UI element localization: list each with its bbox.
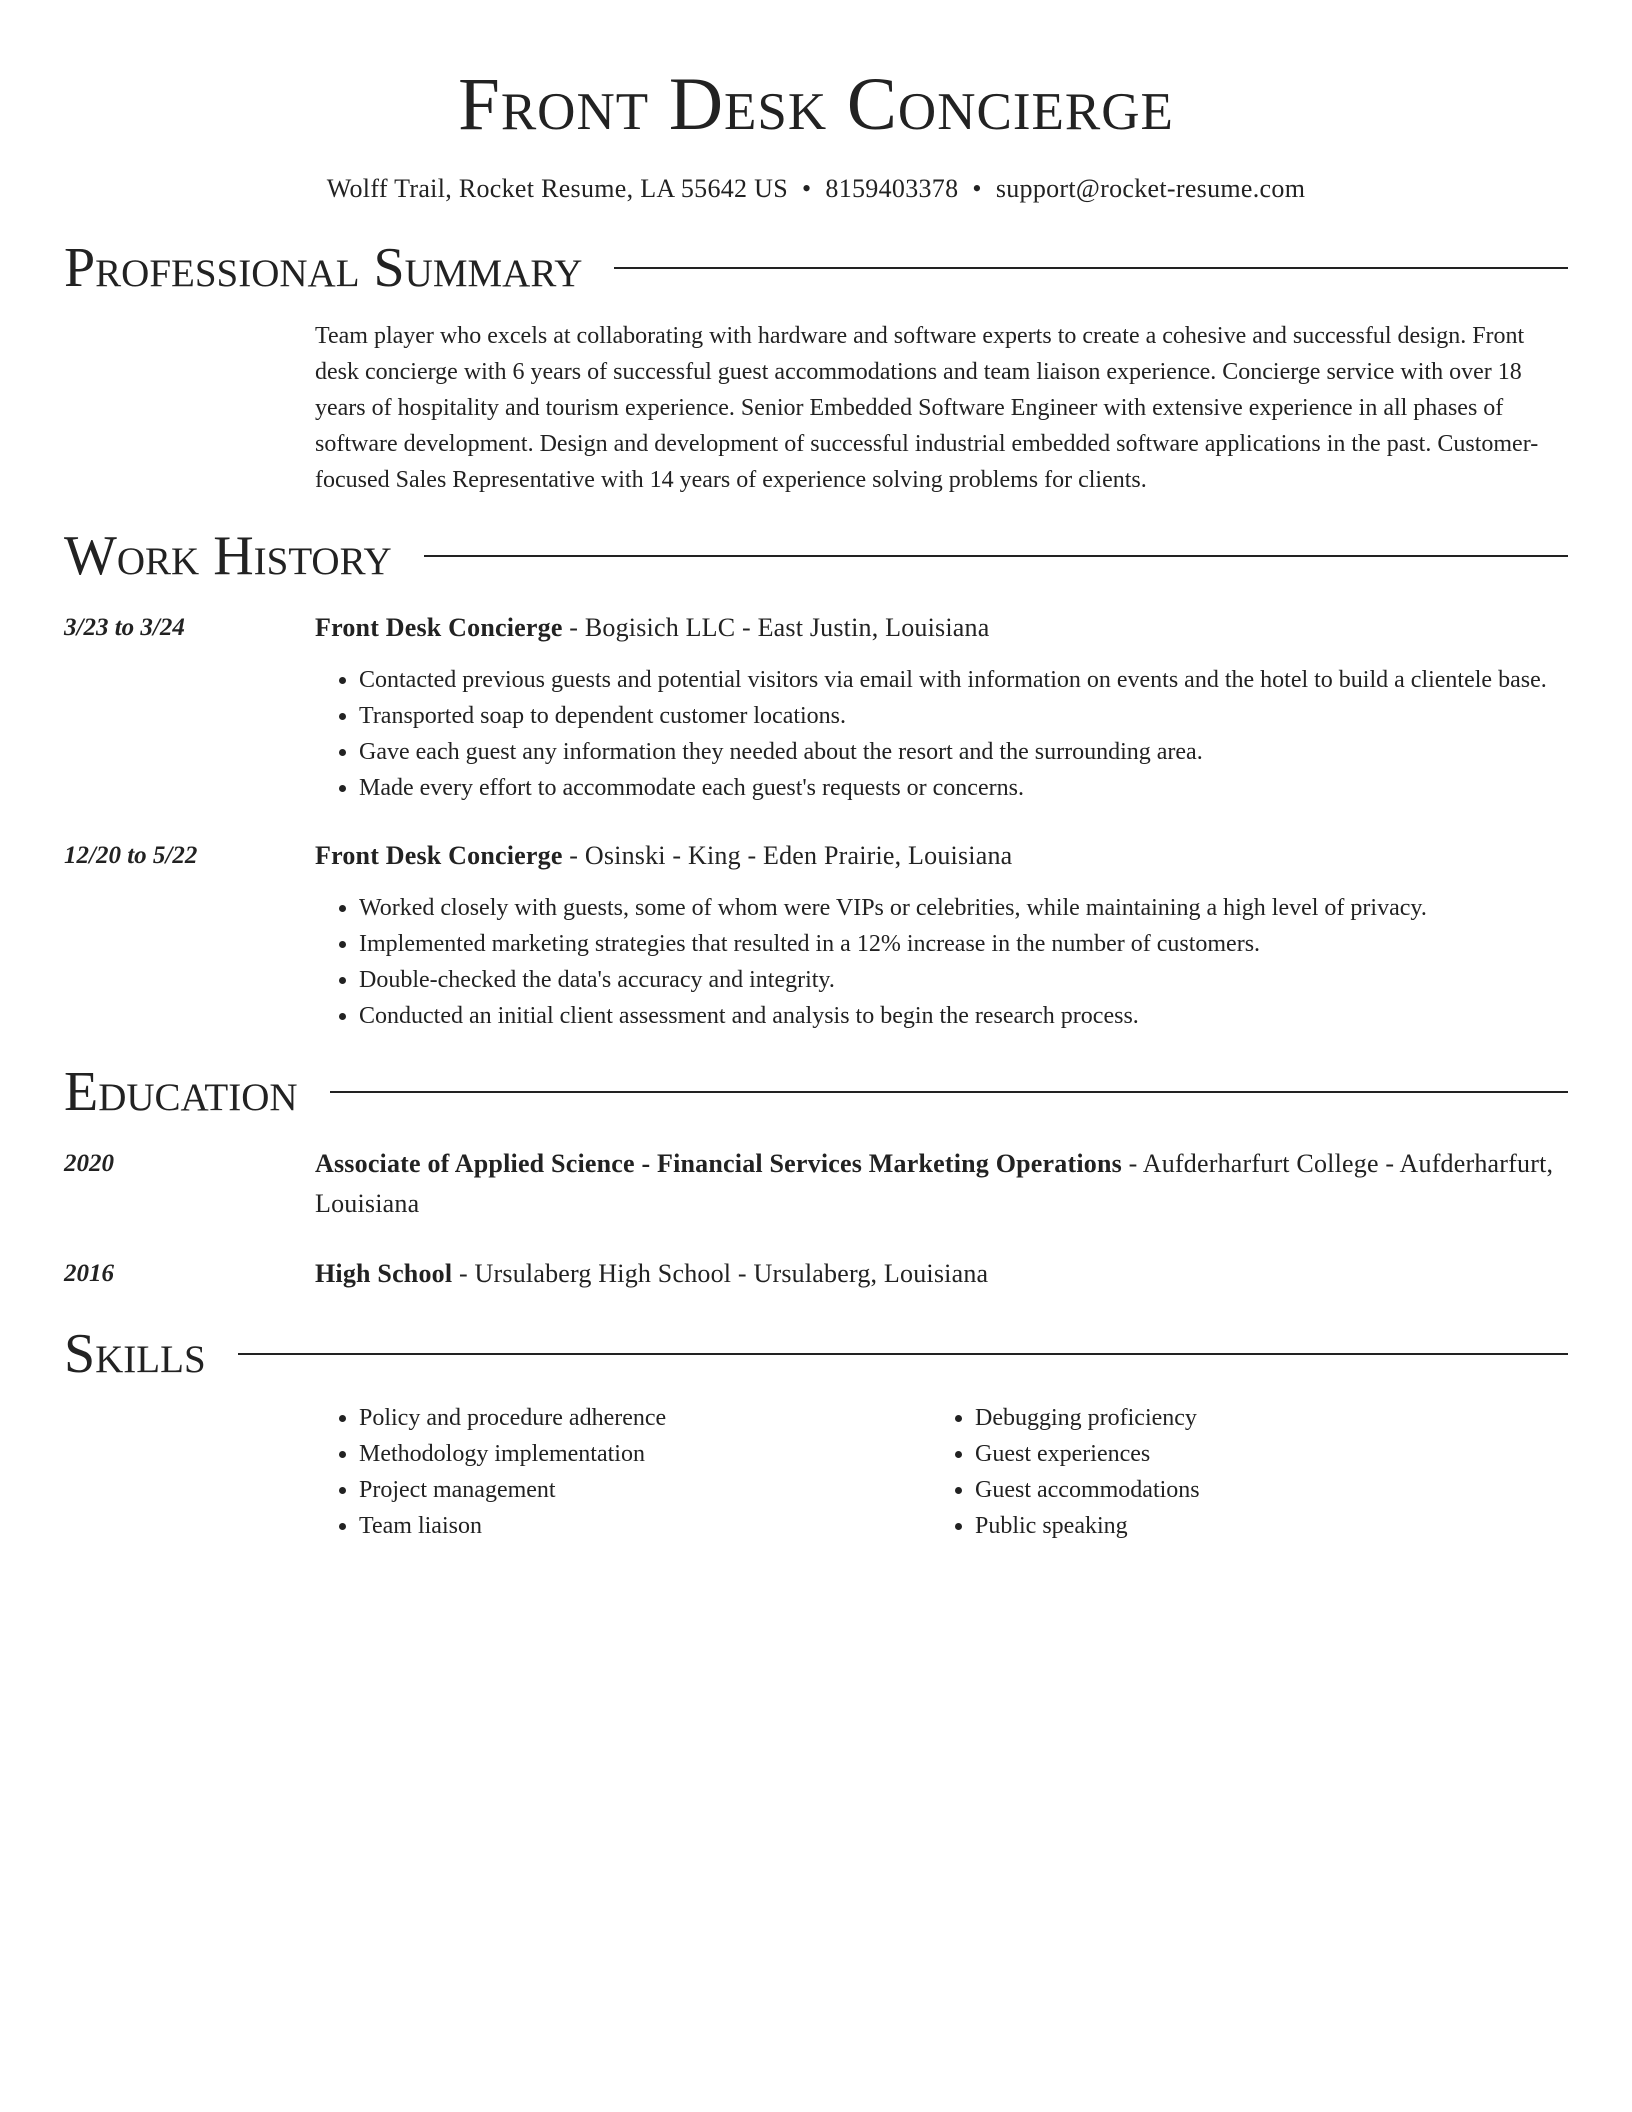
job-bullet: • Double-checked the data's accuracy and integrity. xyxy=(359,962,1568,998)
job-entry xyxy=(64,836,1568,1034)
job-bullet: • Implemented marketing strategies that resulted in a 12% increase in the number of customers. xyxy=(359,926,1568,962)
section-divider xyxy=(614,267,1568,269)
section-title: Work History xyxy=(64,525,392,587)
skills-section xyxy=(64,1322,1568,1544)
education-degree: Associate of Applied Science - Financial Services Marketing Operations xyxy=(315,1149,1122,1178)
skills-heading xyxy=(64,1322,1568,1386)
contact-line xyxy=(64,172,1568,206)
section-divider xyxy=(238,1353,1568,1355)
skill-item: • Policy and procedure adherence xyxy=(359,1400,931,1436)
candidate-name: Front Desk Concierge xyxy=(458,63,1174,146)
education-year: 2020 xyxy=(64,1150,114,1177)
job-body xyxy=(315,836,1568,1034)
section-title: Skills xyxy=(64,1323,206,1385)
contact-phone: 8159403378 xyxy=(825,174,959,203)
skill-item: • Guest experiences xyxy=(975,1436,1547,1472)
resume-page xyxy=(64,0,1568,1544)
job-details: - Osinski - King - Eden Prairie, Louisiana xyxy=(562,841,1013,870)
section-divider xyxy=(330,1091,1568,1093)
skills-list xyxy=(315,1400,1568,1544)
contact-address: Wolff Trail, Rocket Resume, LA 55642 US xyxy=(326,174,788,203)
skill-item: • Debugging proficiency xyxy=(975,1400,1547,1436)
education-year: 2016 xyxy=(64,1260,114,1287)
work-history-heading xyxy=(64,524,1568,588)
job-bullet: • Transported soap to dependent customer locations. xyxy=(359,698,1568,734)
education-heading xyxy=(64,1060,1568,1124)
contact-separator: • xyxy=(802,174,812,203)
education-details: - Ursulaberg High School - Ursulaberg, Louisiana xyxy=(452,1259,989,1288)
skill-item: • Project management xyxy=(359,1472,931,1508)
education-line xyxy=(315,1144,1568,1224)
job-entry xyxy=(64,608,1568,806)
job-bullets xyxy=(315,890,1568,1034)
job-details: - Bogisich LLC - East Justin, Louisiana xyxy=(562,613,990,642)
work-history-section xyxy=(64,524,1568,1034)
job-bullet: • Gave each guest any information they needed about the resort and the surrounding area. xyxy=(359,734,1568,770)
job-role: Front Desk Concierge xyxy=(315,613,563,642)
job-dates: 12/20 to 5/22 xyxy=(64,842,198,869)
education-entry xyxy=(64,1144,1568,1224)
summary-text: Team player who excels at collaborating with hardware and software experts to create a cohesive and successful design. Front desk concierge with 6 years of successful guest accommodations and team liaison experience. Concierge service with over 18 years of hospitality and tourism experience. Senior Embedded Software Engineer with extensive experience in all phases of software development. Design and development of successful industrial embedded software applications in the past. Customer-focused Sales Representative with 14 years of experience solving problems for clients. xyxy=(315,323,1539,493)
skill-item: • Team liaison xyxy=(359,1508,931,1544)
skills-column-left xyxy=(315,1400,931,1544)
job-title-line xyxy=(315,836,1568,876)
job-bullet: • Made every effort to accommodate each guest's requests or concerns. xyxy=(359,770,1568,806)
education-entry xyxy=(64,1254,1568,1294)
section-title: Professional Summary xyxy=(64,237,583,299)
skill-item: • Public speaking xyxy=(975,1508,1547,1544)
education-details: - Aufderharfurt College - Aufderharfurt, Louisiana xyxy=(315,1149,1554,1218)
job-bullet: • Worked closely with guests, some of whom were VIPs or celebrities, while maintaining a high level of privacy. xyxy=(359,890,1568,926)
section-divider xyxy=(424,555,1568,557)
contact-separator: • xyxy=(972,174,982,203)
skill-item: • Methodology implementation xyxy=(359,1436,931,1472)
education-section xyxy=(64,1060,1568,1294)
job-body xyxy=(315,608,1568,806)
job-bullet: • Contacted previous guests and potential visitors via email with information on events and the hotel to build a clientele base. xyxy=(359,662,1568,698)
section-title: Education xyxy=(64,1061,298,1123)
skill-item: • Guest accommodations xyxy=(975,1472,1547,1508)
skills-column-right xyxy=(931,1400,1547,1544)
education-line xyxy=(315,1254,1568,1294)
summary-heading xyxy=(64,236,1568,300)
summary-section xyxy=(64,236,1568,498)
education-degree: High School xyxy=(315,1259,453,1288)
job-title-line xyxy=(315,608,1568,648)
job-role: Front Desk Concierge xyxy=(315,841,563,870)
job-dates: 3/23 to 3/24 xyxy=(64,614,185,641)
job-bullet: • Conducted an initial client assessment and analysis to begin the research process. xyxy=(359,998,1568,1034)
contact-email: support@rocket-resume.com xyxy=(995,174,1306,203)
job-bullets xyxy=(315,662,1568,806)
